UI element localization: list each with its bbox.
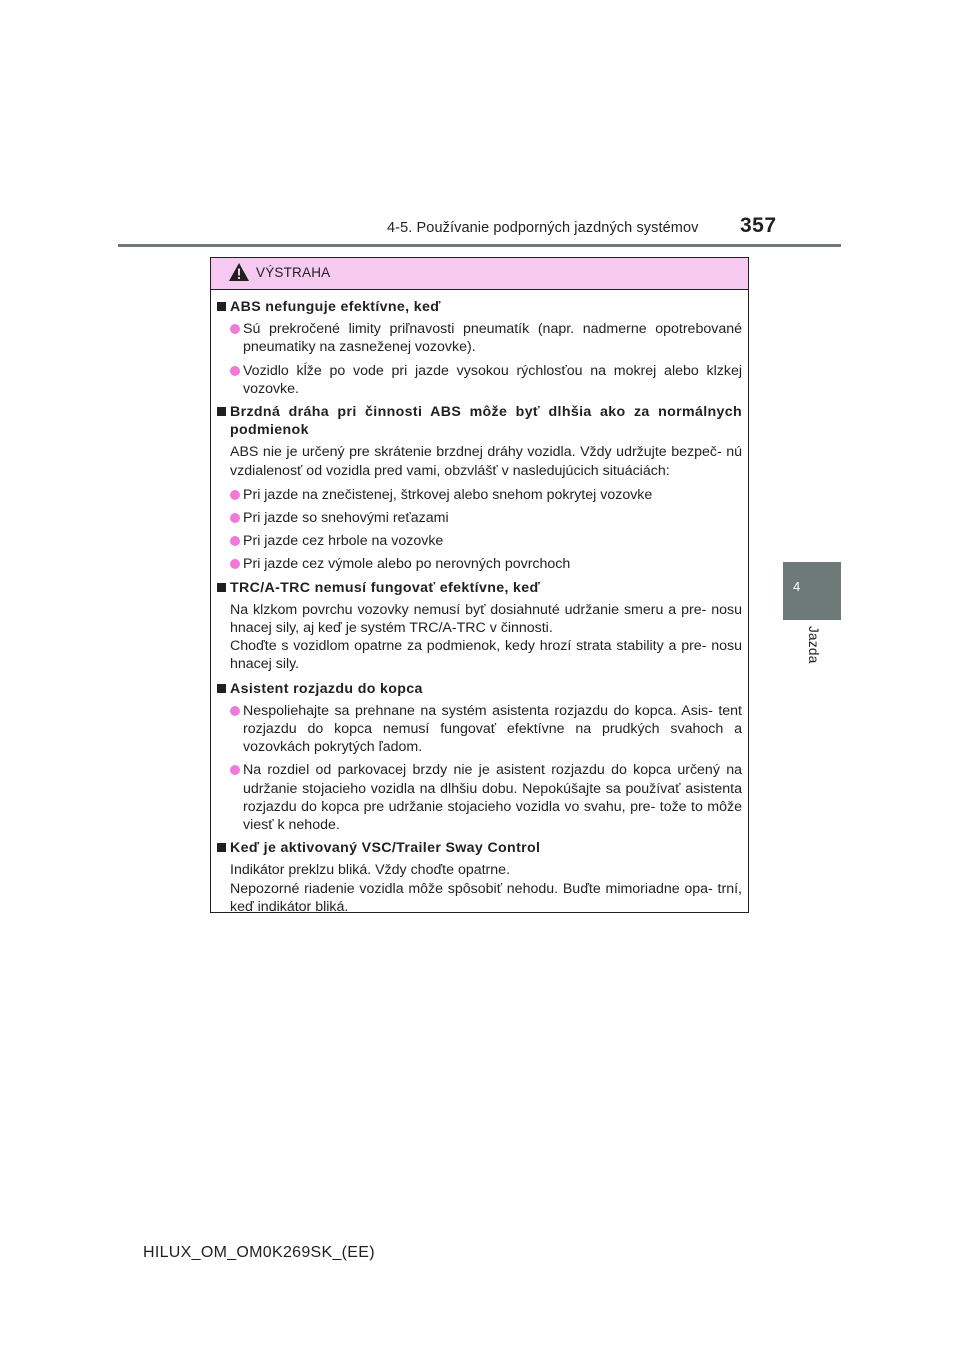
list-item (217, 509, 742, 527)
warning-body (211, 290, 748, 916)
warning-triangle-icon (228, 262, 250, 282)
chapter-tab (783, 562, 841, 620)
list-item (217, 555, 742, 573)
list-item-text: Nespoliehajte sa prehnane na systém asistenta rozjazdu do kopca. Asis- tent rozjazdu do kopca nemusí fungovať efektívne na prudkých svahoch a vozovkách pokrytých ľadom. (243, 702, 742, 756)
section-heading: Keď je aktivovaný VSC/Trailer Sway Control (217, 839, 742, 857)
list-item (217, 532, 742, 550)
bullet-dot-icon (230, 536, 240, 546)
section-heading: Asistent rozjazdu do kopca (217, 680, 742, 698)
list-item-text: Na rozdiel od parkovacej brzdy nie je asistent rozjazdu do kopca určený na udržanie stojacieho vozidla na dlhšiu dobu. Nepokúšajte sa používať asistenta rozjazdu do kopca pre udržanie stojacieho vozidla vo svahu, pre- tože to môže viesť k nehode. (243, 762, 742, 834)
section-text: Nepozorné riadenie vozidla môže spôsobiť nehodu. Buďte mimoriadne opa- trní, keď indikátor bliká. (230, 880, 742, 915)
section-heading: Brzdná dráha pri činnosti ABS môže byť dlhšia ako za normálnych podmienok (217, 403, 742, 439)
bullet-dot-icon (230, 366, 240, 376)
bullet-dot-icon (230, 513, 240, 523)
document-code: HILUX_OM_OM0K269SK_(EE) (143, 1244, 375, 1261)
warning-header (211, 258, 748, 290)
page-number: 357 (740, 214, 777, 237)
list-item (217, 486, 742, 504)
list-item (217, 702, 742, 757)
header-divider (118, 244, 841, 247)
bullet-dot-icon (230, 765, 240, 775)
section-text: Na klzkom povrchu vozovky nemusí byť dosiahnuté udržanie smeru a pre- nosu hnacej sily, aj keď je systém TRC/A-TRC v činnosti. (230, 601, 742, 637)
section-text: ABS nie je určený pre skrátenie brzdnej dráhy vozidla. Vždy udržujte bezpeč- nú vzdialenosť od vozidla pred vami, obzvlášť v nasledujúcich situáciách: (230, 444, 742, 479)
list-item (217, 320, 742, 356)
list-item-text: Pri jazde cez výmole alebo po nerovných povrchoch (243, 556, 571, 573)
list-item (217, 362, 742, 398)
section-heading: TRC/A-TRC nemusí fungovať efektívne, keď (217, 579, 742, 597)
list-item (217, 761, 742, 834)
list-item-text: Pri jazde cez hrbole na vozovke (243, 533, 444, 550)
chapter-label: Jazda (806, 626, 821, 664)
section-text: Choďte s vozidlom opatrne za podmienok, kedy hrozí strata stability a pre- nosu hnacej sily. (230, 638, 742, 673)
section-text: Indikátor preklzu bliká. Vždy choďte opatrne. (230, 862, 511, 879)
list-item-text: Sú prekročené limity priľnavosti pneumatík (napr. nadmerne opotrebované pneumatiky na zasneženej vozovke). (243, 321, 742, 356)
warning-title: VÝSTRAHA (256, 265, 331, 280)
bullet-dot-icon (230, 706, 240, 716)
list-item-text: Pri jazde na znečistenej, štrkovej alebo snehom pokrytej vozovke (243, 486, 653, 503)
bullet-dot-icon (230, 559, 240, 569)
chapter-number: 4 (793, 579, 801, 594)
warning-box (210, 257, 749, 913)
list-item-text: Vozidlo kĺže po vode pri jazde vysokou rýchlosťou na mokrej alebo klzkej vozovke. (243, 362, 742, 397)
section-title: 4-5. Používanie podporných jazdných systémov (387, 220, 699, 236)
bullet-dot-icon (230, 490, 240, 500)
bullet-dot-icon (230, 324, 240, 334)
section-heading: ABS nefunguje efektívne, keď (217, 298, 742, 316)
list-item-text: Pri jazde so snehovými reťazami (243, 510, 449, 527)
